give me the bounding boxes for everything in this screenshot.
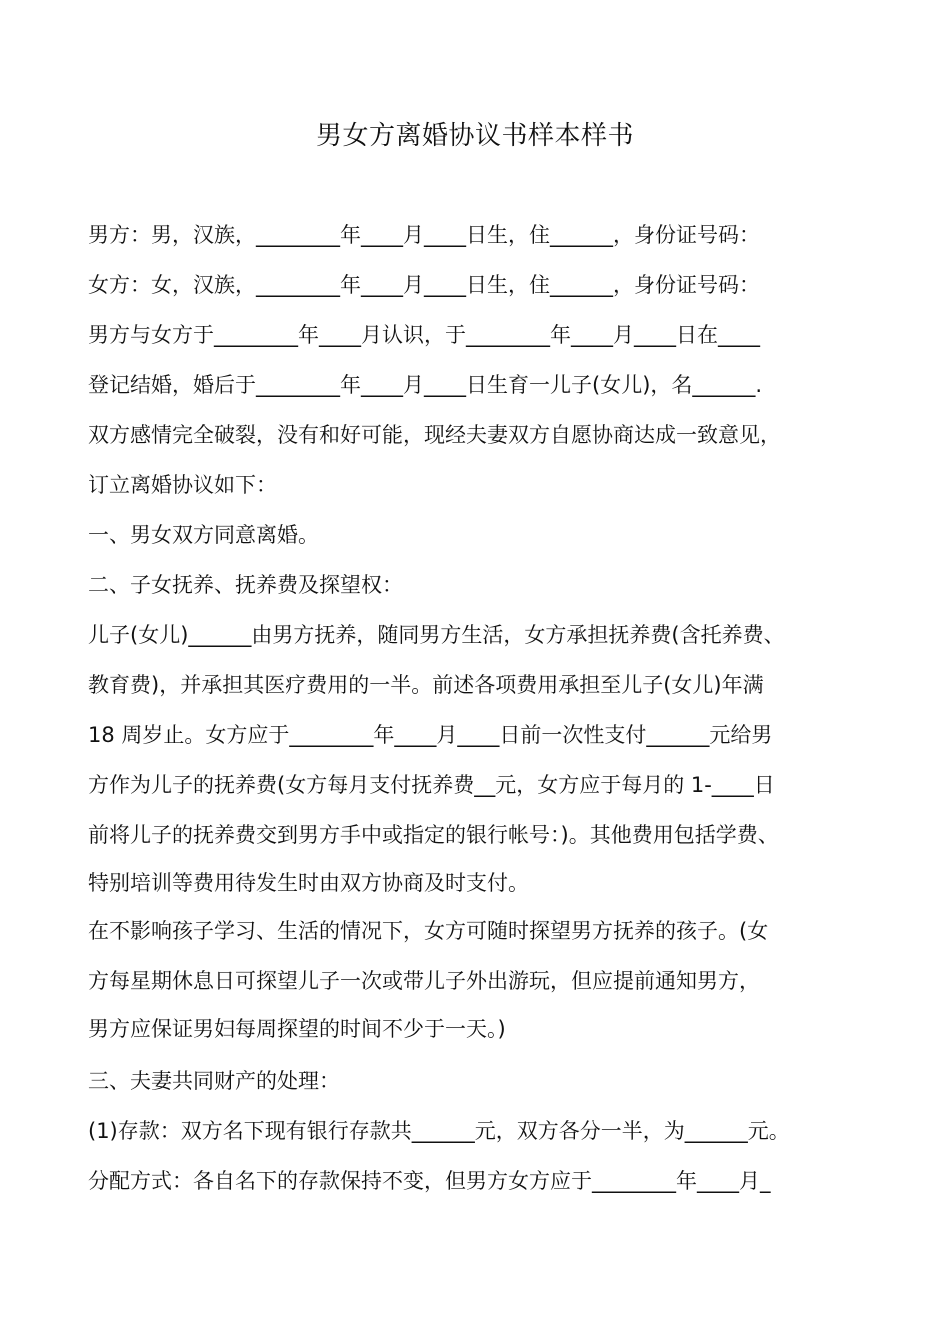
paragraph-line-female-party: 女方：女，汉族，________年____月____日生，住______，身份证号码： [88, 273, 760, 297]
document-body [88, 210, 880, 1206]
paragraph-line: 特别培训等费用待发生时由双方协商及时支付。 [88, 871, 529, 895]
section-heading-1: 一、男女双方同意离婚。 [88, 523, 319, 547]
paragraph-line: (1)存款：双方名下现有银行存款共______元，双方各分一半，为______元。 [88, 1119, 790, 1143]
paragraph-line-male-party: 男方：男，汉族，________年____月____日生，住______，身份证号码： [88, 223, 760, 247]
document-title: 男女方离婚协议书样本样书 [315, 121, 634, 151]
paragraph-line: 儿子(女儿)______由男方抚养，随同男方生活，女方承担抚养费(含托养费、 [88, 623, 785, 647]
paragraph-line: 在不影响孩子学习、生活的情况下，女方可随时探望男方抚养的孩子。(女 [88, 919, 769, 943]
paragraph-line: 订立离婚协议如下： [88, 473, 277, 497]
paragraph-line: 方作为儿子的抚养费(女方每月支付抚养费__元，女方应于每月的 1-____日 [88, 773, 775, 797]
paragraph-line: 方每星期休息日可探望儿子一次或带儿子外出游玩，但应提前通知男方， [88, 969, 760, 993]
paragraph-line: 男方应保证男妇每周探望的时间不少于一天。) [88, 1017, 506, 1041]
paragraph-line: 分配方式：各自名下的存款保持不变，但男方女方应于________年____月_ [88, 1169, 771, 1193]
paragraph-line: 18 周岁止。女方应于________年____月____日前一次性支付______元给男 [88, 723, 773, 747]
section-heading-3: 三、夫妻共同财产的处理： [88, 1069, 340, 1093]
section-heading-2: 二、子女抚养、抚养费及探望权： [88, 573, 403, 597]
paragraph-line: 前将儿子的抚养费交到男方手中或指定的银行帐号：)。其他费用包括学费、 [88, 823, 779, 847]
paragraph-line: 教育费)，并承担其医疗费用的一半。前述各项费用承担至儿子(女儿)年满 [88, 673, 764, 697]
paragraph-line: 男方与女方于________年____月认识，于________年____月____日在____ [88, 323, 760, 347]
paragraph-line: 双方感情完全破裂，没有和好可能，现经夫妻双方自愿协商达成一致意见， [88, 423, 781, 447]
paragraph-line: 登记结婚，婚后于________年____月____日生育一儿子(女儿)，名______. [88, 373, 763, 397]
